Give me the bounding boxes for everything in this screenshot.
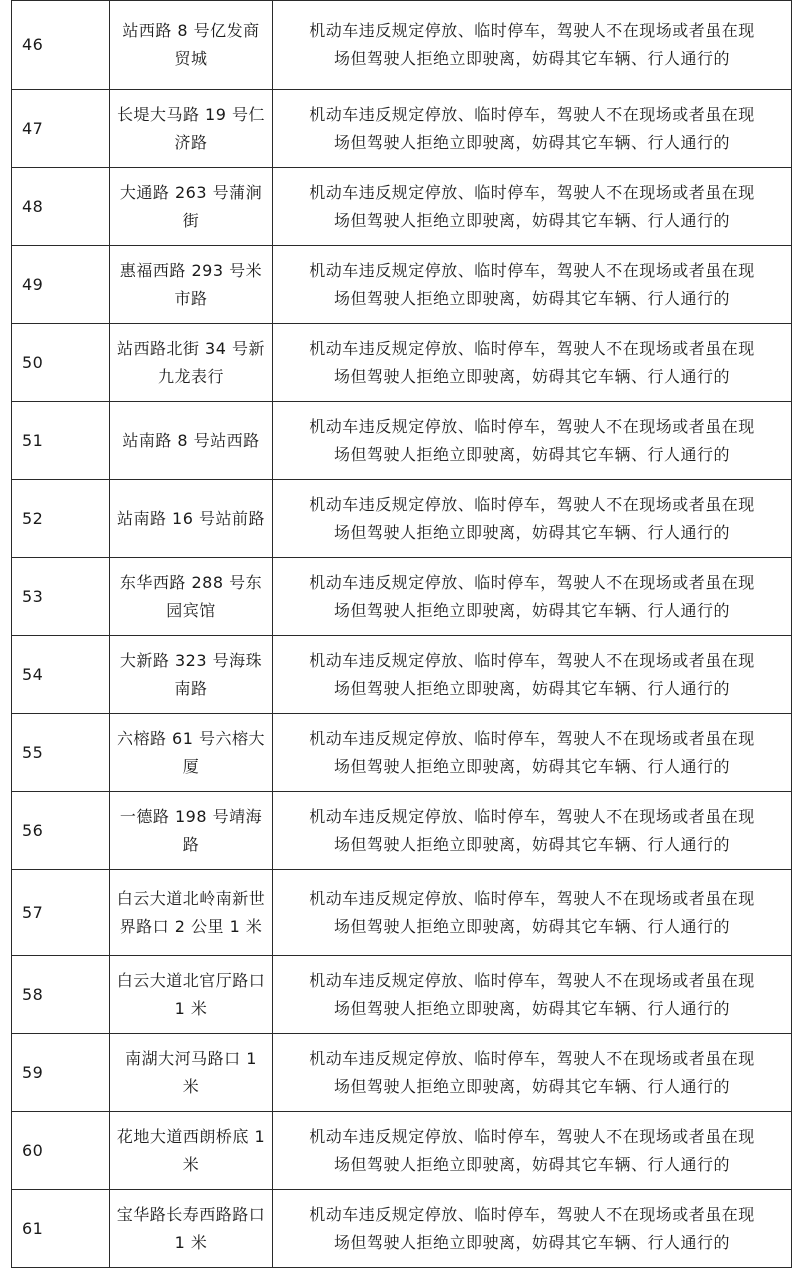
description-line: 场但驾驶人拒绝立即驶离，妨碍其它车辆、行人通行的 (333, 600, 730, 620)
description-line: 场但驾驶人拒绝立即驶离，妨碍其它车辆、行人通行的 (333, 1154, 730, 1174)
violation-description (273, 1034, 792, 1112)
location-cell: 一德路 198 号靖海路 (110, 792, 273, 870)
table-row (12, 1112, 792, 1190)
location-cell: 白云大道北官厅路口 1 米 (110, 956, 273, 1034)
row-number: 48 (12, 168, 110, 246)
location-cell: 花地大道西朗桥底 1 米 (110, 1112, 273, 1190)
violation-description (273, 168, 792, 246)
location-cell: 站南路 8 号站西路 (110, 402, 273, 480)
row-number: 52 (12, 480, 110, 558)
description-line: 场但驾驶人拒绝立即驶离，妨碍其它车辆、行人通行的 (333, 132, 730, 152)
description-line: 机动车违反规定停放、临时停车，驾驶人不在现场或者虽在现 (309, 338, 755, 358)
description-line: 场但驾驶人拒绝立即驶离，妨碍其它车辆、行人通行的 (333, 1076, 730, 1096)
table-row (12, 402, 792, 480)
table-row (12, 792, 792, 870)
table-row (12, 246, 792, 324)
location-cell: 站西路 8 号亿发商贸城 (110, 1, 273, 90)
description-line: 场但驾驶人拒绝立即驶离，妨碍其它车辆、行人通行的 (333, 49, 730, 68)
description-line: 场但驾驶人拒绝立即驶离，妨碍其它车辆、行人通行的 (333, 366, 730, 386)
table-row (12, 956, 792, 1034)
location-cell: 大新路 323 号海珠南路 (110, 636, 273, 714)
description-line: 机动车违反规定停放、临时停车，驾驶人不在现场或者虽在现 (309, 494, 755, 514)
description-line: 机动车违反规定停放、临时停车，驾驶人不在现场或者虽在现 (309, 416, 755, 436)
table-row (12, 1190, 792, 1268)
row-number: 61 (12, 1190, 110, 1268)
violation-description (273, 90, 792, 168)
row-number: 49 (12, 246, 110, 324)
description-line: 机动车违反规定停放、临时停车，驾驶人不在现场或者虽在现 (309, 1048, 755, 1068)
violation-description (273, 636, 792, 714)
description-line: 场但驾驶人拒绝立即驶离，妨碍其它车辆、行人通行的 (333, 678, 730, 698)
row-number: 58 (12, 956, 110, 1034)
table-row (12, 324, 792, 402)
location-cell: 惠福西路 293 号米市路 (110, 246, 273, 324)
table-row (12, 558, 792, 636)
description-line: 机动车违反规定停放、临时停车，驾驶人不在现场或者虽在现 (309, 650, 755, 670)
row-number: 46 (12, 1, 110, 90)
violation-description (273, 402, 792, 480)
violation-description (273, 324, 792, 402)
row-number: 50 (12, 324, 110, 402)
description-line: 机动车违反规定停放、临时停车，驾驶人不在现场或者虽在现 (309, 1126, 755, 1146)
location-cell: 站西路北街 34 号新九龙表行 (110, 324, 273, 402)
violation-description (273, 1, 792, 90)
location-cell: 站南路 16 号站前路 (110, 480, 273, 558)
location-cell: 南湖大河马路口 1 米 (110, 1034, 273, 1112)
description-line: 场但驾驶人拒绝立即驶离，妨碍其它车辆、行人通行的 (333, 756, 730, 776)
violation-description (273, 558, 792, 636)
violation-description (273, 792, 792, 870)
violation-description (273, 1112, 792, 1190)
description-line: 机动车违反规定停放、临时停车，驾驶人不在现场或者虽在现 (309, 1204, 755, 1224)
table-row (12, 714, 792, 792)
table-row (12, 480, 792, 558)
violation-description (273, 480, 792, 558)
row-number: 59 (12, 1034, 110, 1112)
description-line: 机动车违反规定停放、临时停车，驾驶人不在现场或者虽在现 (309, 970, 755, 990)
violation-description (273, 1190, 792, 1268)
row-number: 47 (12, 90, 110, 168)
row-number: 60 (12, 1112, 110, 1190)
row-number: 54 (12, 636, 110, 714)
row-number: 57 (12, 870, 110, 956)
table-row (12, 90, 792, 168)
table-row (12, 1, 792, 90)
description-line: 机动车违反规定停放、临时停车，驾驶人不在现场或者虽在现 (309, 182, 755, 202)
table-row (12, 168, 792, 246)
description-line: 场但驾驶人拒绝立即驶离，妨碍其它车辆、行人通行的 (333, 210, 730, 230)
description-line: 机动车违反规定停放、临时停车，驾驶人不在现场或者虽在现 (309, 728, 755, 748)
table-row (12, 636, 792, 714)
description-line: 机动车违反规定停放、临时停车，驾驶人不在现场或者虽在现 (309, 572, 755, 592)
description-line: 场但驾驶人拒绝立即驶离，妨碍其它车辆、行人通行的 (333, 916, 730, 936)
row-number: 51 (12, 402, 110, 480)
description-line: 机动车违反规定停放、临时停车，驾驶人不在现场或者虽在现 (309, 806, 755, 826)
table-row (12, 870, 792, 956)
description-line: 场但驾驶人拒绝立即驶离，妨碍其它车辆、行人通行的 (333, 288, 730, 308)
location-cell: 宝华路长寿西路路口 1 米 (110, 1190, 273, 1268)
row-number: 53 (12, 558, 110, 636)
description-line: 机动车违反规定停放、临时停车，驾驶人不在现场或者虽在现 (309, 21, 755, 40)
violation-description (273, 714, 792, 792)
description-line: 场但驾驶人拒绝立即驶离，妨碍其它车辆、行人通行的 (333, 1232, 730, 1252)
location-cell: 六榕路 61 号六榕大厦 (110, 714, 273, 792)
description-line: 机动车违反规定停放、临时停车，驾驶人不在现场或者虽在现 (309, 260, 755, 280)
description-line: 场但驾驶人拒绝立即驶离，妨碍其它车辆、行人通行的 (333, 834, 730, 854)
table-row (12, 1034, 792, 1112)
violation-description (273, 870, 792, 956)
description-line: 机动车违反规定停放、临时停车，驾驶人不在现场或者虽在现 (309, 104, 755, 124)
violation-description (273, 956, 792, 1034)
location-cell: 白云大道北岭南新世界路口 2 公里 1 米 (110, 870, 273, 956)
description-line: 场但驾驶人拒绝立即驶离，妨碍其它车辆、行人通行的 (333, 444, 730, 464)
violation-description (273, 246, 792, 324)
violation-table (11, 0, 792, 1268)
location-cell: 大通路 263 号蒲涧街 (110, 168, 273, 246)
location-cell: 长堤大马路 19 号仁济路 (110, 90, 273, 168)
location-cell: 东华西路 288 号东园宾馆 (110, 558, 273, 636)
row-number: 55 (12, 714, 110, 792)
description-line: 场但驾驶人拒绝立即驶离，妨碍其它车辆、行人通行的 (333, 998, 730, 1018)
description-line: 场但驾驶人拒绝立即驶离，妨碍其它车辆、行人通行的 (333, 522, 730, 542)
description-line: 机动车违反规定停放、临时停车，驾驶人不在现场或者虽在现 (309, 888, 755, 908)
row-number: 56 (12, 792, 110, 870)
